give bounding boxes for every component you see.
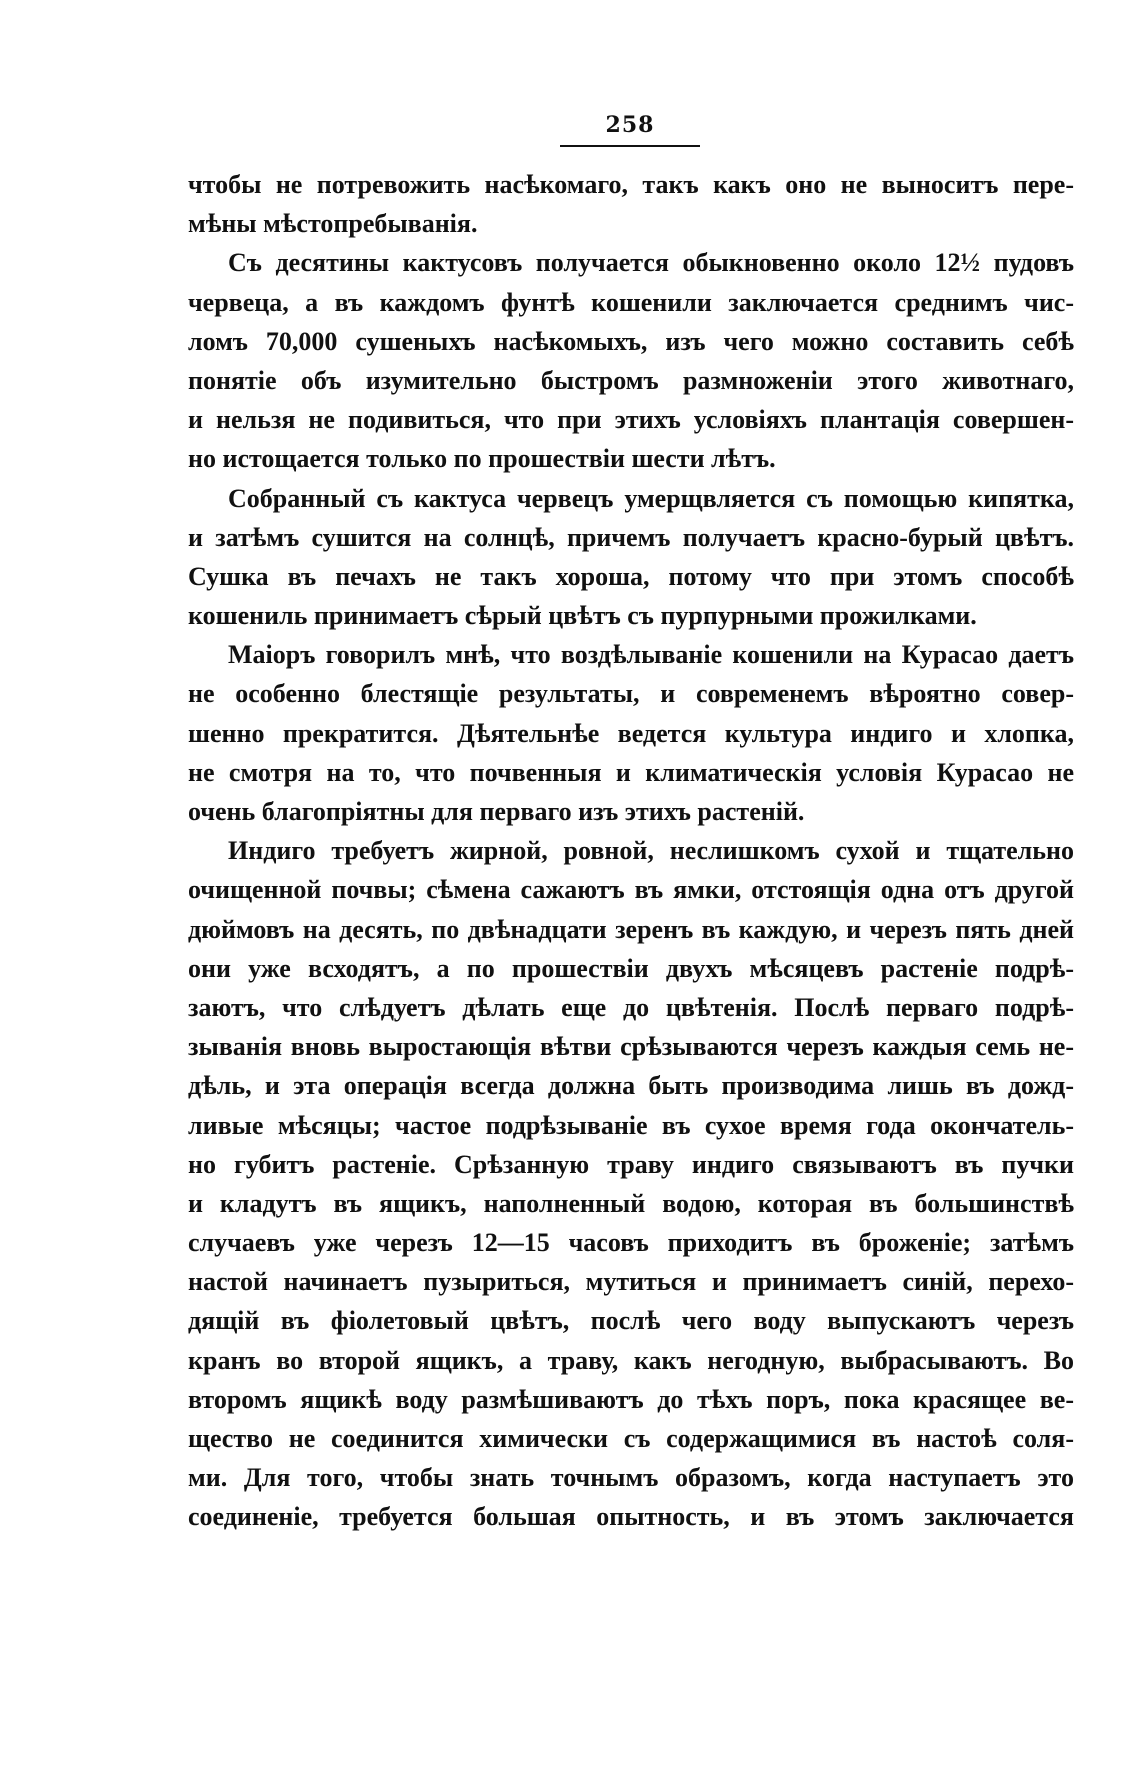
text-line: ми. Для того, чтобы знать точнымъ образомъ, когда наступаетъ это	[188, 1463, 1074, 1493]
text-line: шенно прекратится. Дѣятельнѣе ведется культура индиго и хлопка,	[188, 718, 1074, 748]
text-line: и затѣмъ сушится на солнцѣ, причемъ получаетъ красно-бурый цвѣтъ.	[188, 522, 1074, 552]
text-line: зыванія вновь выростающія вѣтви срѣзываются черезъ каждыя семь не-	[188, 1032, 1074, 1062]
text-line: щество не соединится химически съ содержащимися въ настоѣ соля-	[188, 1424, 1074, 1453]
paragraph	[188, 831, 1074, 1536]
text-line: очищенной почвы; сѣмена сажаютъ въ ямки, отстоящія одна отъ другой	[188, 875, 1074, 905]
text-line: дѣль, и эта операція всегда должна быть производима лишь въ дожд-	[188, 1071, 1074, 1101]
text-line: настой начинаетъ пузыриться, мутиться и принимаетъ синій, перехо-	[188, 1267, 1074, 1297]
text-line: чтобы не потревожить насѣкомаго, такъ какъ оно не выноситъ пере-	[188, 170, 1074, 199]
paragraph	[188, 165, 1074, 243]
text-line: Съ десятины кактусовъ получается обыкновенно около 12½ пудовъ	[228, 248, 1074, 278]
paragraph	[188, 635, 1074, 831]
text-line: случаевъ уже черезъ 12—15 часовъ приходитъ въ броженіе; затѣмъ	[188, 1228, 1074, 1258]
text-line: Маіоръ говорилъ мнѣ, что воздѣлываніе кошенили на Курасао даетъ	[228, 640, 1074, 670]
text-line: соединеніе, требуется большая опытность, и въ этомъ заключается	[188, 1502, 1074, 1532]
text-line: они уже всходятъ, а по прошествіи двухъ мѣсяцевъ растеніе подрѣ-	[188, 953, 1074, 983]
text-line: и кладутъ въ ящикъ, наполненный водою, которая въ большинствѣ	[188, 1188, 1074, 1218]
text-line: дящій въ фіолетовый цвѣтъ, послѣ чего воду выпускаютъ черезъ	[188, 1306, 1074, 1336]
header-rule	[560, 145, 700, 147]
text-line: понятіе объ изумительно быстромъ размноженіи этого животнаго,	[188, 365, 1074, 395]
text-line: мѣны мѣстопребыванія.	[188, 209, 478, 239]
text-line: Сушка въ печахъ не такъ хороша, потому что при этомъ способѣ	[188, 561, 1074, 591]
text-line: второмъ ящикѣ воду размѣшиваютъ до тѣхъ поръ, пока красящее ве-	[188, 1384, 1074, 1414]
text-line: Собранный съ кактуса червецъ умерщвляется съ помощью кипятка,	[228, 483, 1074, 513]
body-text	[188, 165, 1074, 1537]
text-line: червеца, а въ каждомъ фунтѣ кошенили заключается среднимъ чис-	[188, 287, 1074, 317]
text-line: ломъ 70,000 сушеныхъ насѣкомыхъ, изъ чего можно составить себѣ	[188, 326, 1074, 356]
text-line: заютъ, что слѣдуетъ дѣлать еще до цвѣтенія. Послѣ перваго подрѣ-	[188, 992, 1074, 1022]
paragraph	[188, 479, 1074, 636]
text-line: Индиго требуетъ жирной, ровной, неслишкомъ сухой и тщательно	[228, 836, 1074, 866]
text-line: кранъ во второй ящикъ, а траву, какъ негодную, выбрасываютъ. Во	[188, 1345, 1074, 1375]
page-number: 258	[605, 112, 655, 138]
text-line: кошениль принимаетъ сѣрый цвѣтъ съ пурпурными прожилками.	[188, 601, 977, 631]
text-line: но губитъ растеніе. Срѣзанную траву индиго связываютъ въ пучки	[188, 1149, 1074, 1179]
text-line: и нельзя не подивиться, что при этихъ условіяхъ плантація совершен-	[188, 405, 1074, 435]
text-line: не особенно блестящіе результаты, и современемъ вѣроятно совер-	[188, 679, 1074, 709]
text-line: дюймовъ на десять, по двѣнадцати зеренъ въ каждую, и черезъ пять дней	[188, 914, 1074, 944]
paragraph	[188, 243, 1074, 478]
text-line: ливые мѣсяцы; частое подрѣзываніе въ сухое время года окончатель-	[188, 1110, 1074, 1140]
text-line: но истощается только по прошествіи шести лѣтъ.	[188, 444, 776, 474]
text-line: не смотря на то, что почвенныя и климатическія условія Курасао не	[188, 757, 1074, 787]
text-line: очень благопріятны для перваго изъ этихъ растеній.	[188, 797, 805, 826]
